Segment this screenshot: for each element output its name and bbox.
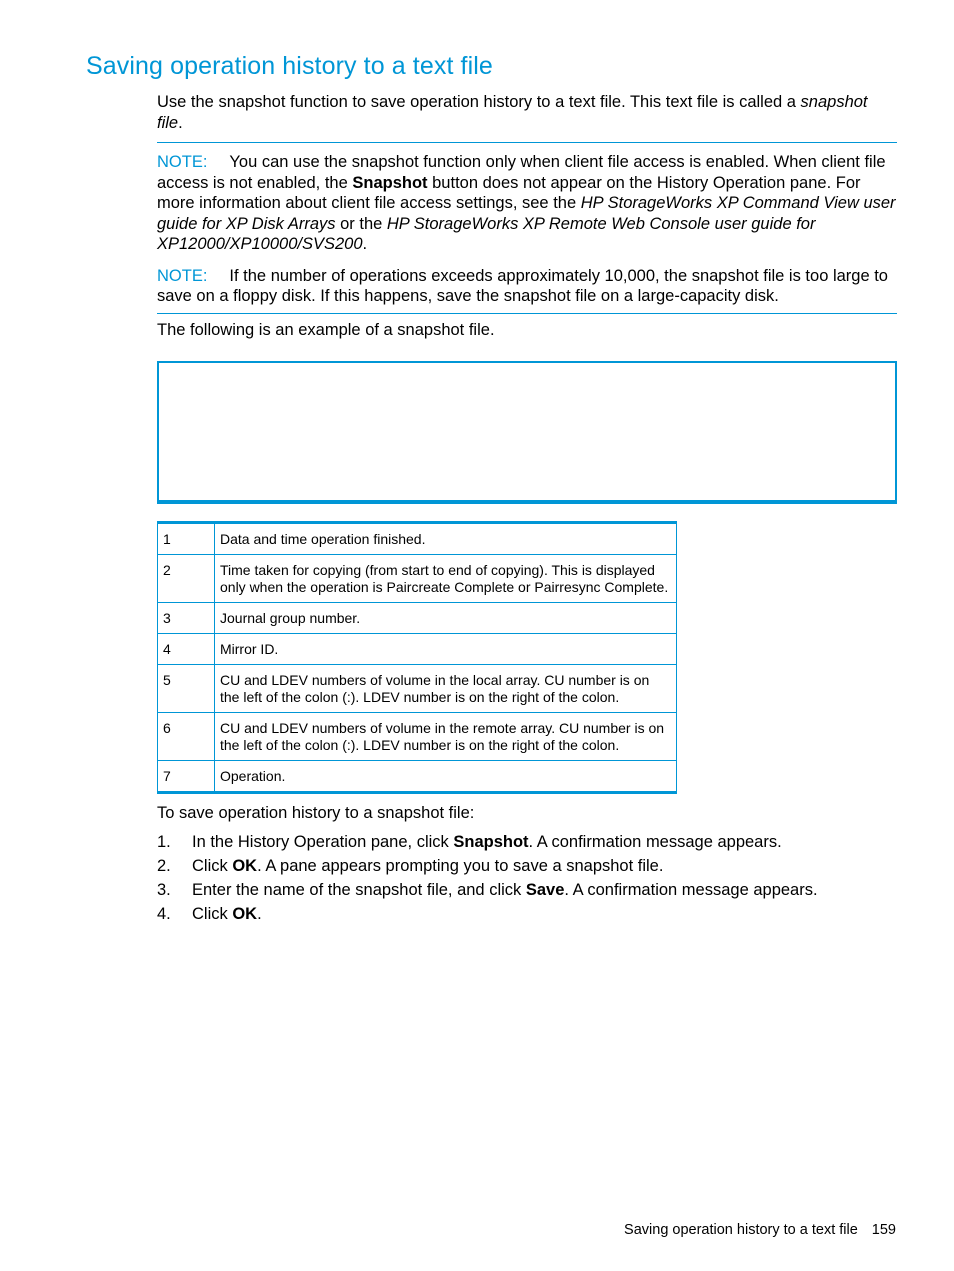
- list-item: 3. Enter the name of the snapshot file, and click Save. A confirmation message appears.: [157, 878, 897, 902]
- step-number: 2.: [157, 857, 171, 875]
- legend-number: 7: [158, 761, 215, 793]
- table-row: [158, 523, 677, 555]
- legend-description: CU and LDEV numbers of volume in the remote array. CU number is on the left of the colon (:). LDEV number is on the right of the colon.: [215, 713, 677, 761]
- legend-description: Operation.: [215, 761, 677, 793]
- table-row: [158, 713, 677, 761]
- steps-intro: To save operation history to a snapshot file:: [157, 804, 475, 822]
- legend-number: 5: [158, 665, 215, 713]
- legend-description: Journal group number.: [215, 603, 677, 634]
- legend-number: 2: [158, 555, 215, 603]
- steps-list: [157, 830, 897, 926]
- note-label: NOTE:: [157, 266, 208, 285]
- legend-description: Time taken for copying (from start to end of copying). This is displayed only when the operation is Paircreate Complete or Pairresync Complete.: [215, 555, 677, 603]
- page-number: 159: [871, 1222, 896, 1238]
- list-item: 1. In the History Operation pane, click Snapshot. A confirmation message appears.: [157, 830, 897, 854]
- snapshot-example-figure: [157, 361, 897, 504]
- table-row: [158, 761, 677, 793]
- legend-description: Mirror ID.: [215, 634, 677, 665]
- footer-section-title: Saving operation history to a text file: [624, 1222, 858, 1238]
- table-row: [158, 603, 677, 634]
- note-1: NOTE: You can use the snapshot function only when client file access is enabled. When client file access is not enabled, the Snapshot button does not appear on the History Operation pane. For more information about client file access settings, see the HP StorageWorks XP Command View user guide for XP Disk Arrays or the HP StorageWorks XP Remote Web Console user guide for XP12000/XP10000/SVS200.: [157, 153, 896, 253]
- intro-paragraph: Use the snapshot function to save operation history to a text file. This text file is called a snapshot file.: [157, 93, 868, 132]
- legend-description: CU and LDEV numbers of volume in the local array. CU number is on the left of the colon (:). LDEV number is on the right of the colon.: [215, 665, 677, 713]
- step-number: 3.: [157, 881, 171, 899]
- ui-term: Save: [525, 881, 565, 899]
- list-item: 4. Click OK.: [157, 902, 897, 926]
- notes-section: [157, 142, 897, 314]
- example-intro: The following is an example of a snapshot file.: [157, 321, 495, 339]
- table-row: [158, 665, 677, 713]
- step-number: 4.: [157, 905, 171, 923]
- legend-number: 3: [158, 603, 215, 634]
- list-item: 2. Click OK. A pane appears prompting you to save a snapshot file.: [157, 854, 897, 878]
- table-row: [158, 555, 677, 603]
- legend-number: 6: [158, 713, 215, 761]
- legend-number: 4: [158, 634, 215, 665]
- ui-term: OK: [232, 857, 258, 875]
- page-footer: [624, 1222, 896, 1238]
- legend-description: Data and time operation finished.: [215, 523, 677, 555]
- page-title: Saving operation history to a text file: [86, 52, 493, 80]
- snapshot-legend-table: [157, 521, 677, 794]
- step-number: 1.: [157, 833, 171, 851]
- legend-number: 1: [158, 523, 215, 555]
- note-2: NOTE: If the number of operations exceeds approximately 10,000, the snapshot file is too large to save on a floppy disk. If this happens, save the snapshot file on a large-capacity disk.: [157, 266, 888, 305]
- note-label: NOTE:: [157, 153, 208, 171]
- ui-term: Snapshot: [453, 833, 529, 851]
- table-row: [158, 634, 677, 665]
- ui-term: OK: [232, 905, 258, 923]
